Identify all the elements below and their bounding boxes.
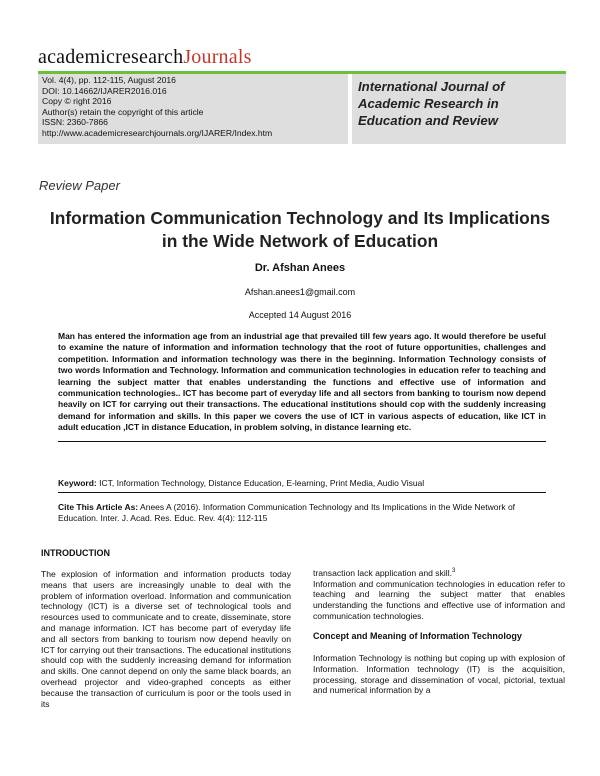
keywords-line xyxy=(58,478,546,493)
intro-right-text-1: transaction lack application and skill. xyxy=(313,567,453,578)
meta-url[interactable]: http://www.academicresearchjournals.org/IJARER/Index.htm xyxy=(42,127,273,138)
meta-doi: DOI: 10.14662/IJARER2016.016 xyxy=(42,85,167,96)
reference-superscript: 3 xyxy=(452,568,456,574)
section-heading-concept: Concept and Meaning of Information Technology xyxy=(313,631,522,641)
intro-right-column-top xyxy=(313,566,565,622)
journal-name: International Journal of Academic Research in Education and Review xyxy=(352,74,566,144)
citation-block xyxy=(58,502,546,524)
citation-label: Cite This Article As: xyxy=(58,502,139,512)
intro-right-paragraph: Information and communication technologies in education refer to teaching and learning the subject matter that enables understanding the functions and effective use of information and communication technologies. xyxy=(313,578,565,622)
meta-rights: Author(s) retain the copyright of this article xyxy=(42,106,204,117)
keywords-label: Keyword: xyxy=(58,478,97,488)
intro-right-line-1 xyxy=(313,566,565,579)
publisher-logo xyxy=(38,46,252,69)
section-heading-introduction: INTRODUCTION xyxy=(41,548,110,558)
logo-text-part1: academicresearch xyxy=(38,46,184,68)
keywords-text: ICT, Information Technology, Distance Education, E-learning, Print Media, Audio Visual xyxy=(99,478,425,488)
abstract: Man has entered the information age from an industrial age that prevailed till few years ago. It would therefore be useful to examine the nature of information and information technology that the root of future opportunities, challenges and competition. Information and information technology was there in the beginning. Information Technology consists of two words Information and Technology. Information and communication technologies in education refer to teaching and learning the subject matter that enables understanding the functions and effective use of information and communication technologies.. ICT has become part of everyday life and all sectors from banking to tourism now depend heavily on ICT for carrying out their transactions. The educational institutions should cop with the suddenly increasing demand for information and skills. In this paper we covers the use of ICT in various aspects of education, like ICT in adult education ,ICT in distance Education, in problem solving, in distance learning etc. xyxy=(58,331,546,442)
accepted-date: Accepted 14 August 2016 xyxy=(248,310,352,320)
article-title: Information Communication Technology and Its Implications in the Wide Network of Education xyxy=(49,208,551,251)
meta-volume: Vol. 4(4), pp. 112-115, August 2016 xyxy=(42,75,176,85)
intro-left-column: The explosion of information and information products today means that users are increasingly unable to deal with the problem of information overload. Information and communication technology (ICT) is a diverse set of technological tools and resources used to communicate and to create, disseminate, store and manage information. ICT has become part of everyday life and all sectors from banking to tourism now depend heavily on ICT for carrying out their transactions. The educational institutions should cop with the suddenly increasing demand for information and skills. One cannot depend on only the same black boards, an overhead projector and video-graphed concepts as either because the transaction of curriculum is poor or the tools used in its xyxy=(41,569,291,709)
logo-text-part2: Journals xyxy=(183,46,252,68)
author-email[interactable]: Afshan.anees1@gmail.com xyxy=(244,287,356,297)
citation-text: Anees A (2016). Information Communication Technology and Its Implications in the Wide Network of Education. Inter. J. Acad. Res. Educ. Rev. 4(4): 112-115 xyxy=(58,502,516,523)
article-metadata-box xyxy=(38,74,348,144)
meta-copyright: Copy © right 2016 xyxy=(42,96,112,107)
author-name: Dr. Afshan Anees xyxy=(254,262,346,274)
article-type: Review Paper xyxy=(39,178,120,193)
meta-issn: ISSN: 2360-7866 xyxy=(42,117,108,128)
concept-paragraph: Information Technology is nothing but coping up with explosion of Information. Information technology (IT) is the acquisition, processing, storage and dissemination of vocal, pictorial, textual and numerical information by a xyxy=(313,653,565,696)
